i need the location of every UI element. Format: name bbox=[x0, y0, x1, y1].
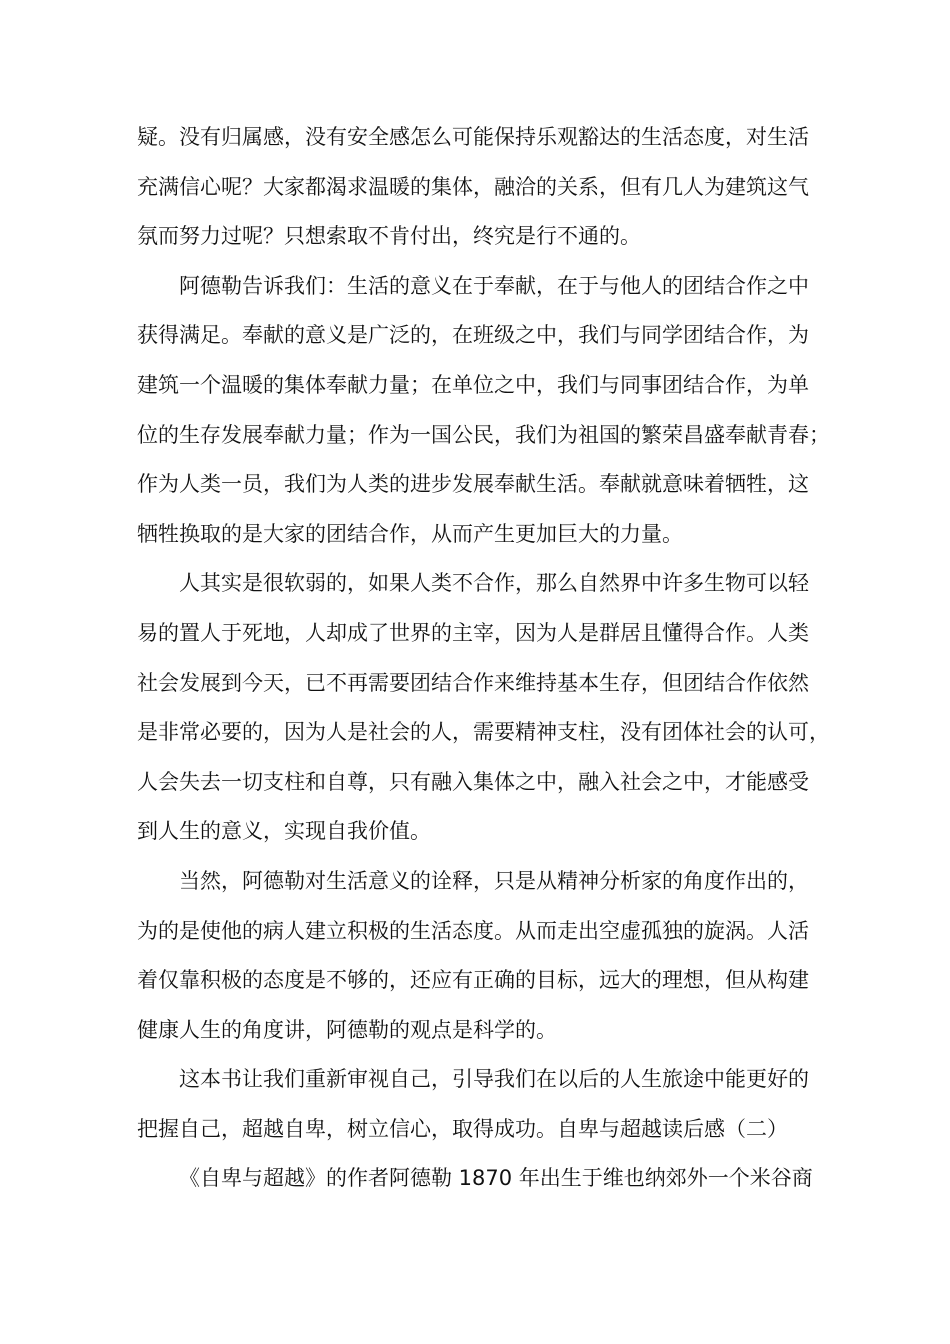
text-line: 氛而努力过呢？只想索取不肯付出，终究是行不通的。 bbox=[137, 224, 641, 249]
text-line: 把握自己，超越自卑，树立信心，取得成功。自卑与超越读后感（二） bbox=[137, 1116, 788, 1141]
text-line: 人会失去一切支柱和自尊，只有融入集体之中，融入社会之中，才能感受 bbox=[137, 769, 809, 794]
text-line: 到人生的意义，实现自我价值。 bbox=[137, 819, 431, 844]
paragraph-4 bbox=[137, 857, 827, 1055]
text-line: 是非常必要的，因为人是社会的人，需要精神支柱，没有团体社会的认可， bbox=[137, 720, 830, 745]
text-line: 充满信心呢？大家都渴求温暖的集体，融洽的关系，但有几人为建筑这气 bbox=[137, 174, 809, 199]
text-line: 健康人生的角度讲，阿德勒的观点是科学的。 bbox=[137, 1017, 557, 1042]
text-line: 着仅靠积极的态度是不够的，还应有正确的目标，远大的理想，但从构建 bbox=[137, 968, 809, 993]
text-line: 为的是使他的病人建立积极的生活态度。从而走出空虚孤独的旋涡。人活 bbox=[137, 918, 809, 943]
paragraph-1 bbox=[137, 113, 827, 262]
paragraph-6 bbox=[137, 1154, 827, 1204]
text-line: 《自卑与超越》的作者阿德勒 1870 年出生于维也纳郊外一个米谷商 bbox=[179, 1166, 813, 1191]
text-line: 位的生存发展奉献力量；作为一国公民，我们为祖国的繁荣昌盛奉献青春； bbox=[137, 422, 830, 447]
text-line: 易的置人于死地，人却成了世界的主宰，因为人是群居且懂得合作。人类 bbox=[137, 620, 809, 645]
paragraph-5 bbox=[137, 1055, 827, 1154]
document-body bbox=[137, 113, 830, 1204]
text-line: 疑。没有归属感，没有安全感怎么可能保持乐观豁达的生活态度，对生活 bbox=[137, 125, 809, 149]
text-line: 作为人类一员，我们为人类的进步发展奉献生活。奉献就意味着牺牲，这 bbox=[137, 472, 809, 497]
text-line: 建筑一个温暖的集体奉献力量；在单位之中，我们与同事团结合作，为单 bbox=[137, 372, 809, 397]
text-line: 牺牲换取的是大家的团结合作，从而产生更加巨大的力量。 bbox=[137, 521, 683, 546]
text-line: 获得满足。奉献的意义是广泛的，在班级之中，我们与同学团结合作，为 bbox=[137, 323, 809, 348]
paragraph-3 bbox=[137, 559, 830, 857]
text-line: 阿德勒告诉我们：生活的意义在于奉献，在于与他人的团结合作之中 bbox=[179, 273, 809, 298]
paragraph-2 bbox=[137, 262, 830, 560]
text-line: 这本书让我们重新审视自己，引导我们在以后的人生旅途中能更好的 bbox=[179, 1067, 809, 1092]
text-line: 当然，阿德勒对生活意义的诠释，只是从精神分析家的角度作出的， bbox=[179, 868, 809, 893]
text-line: 人其实是很软弱的，如果人类不合作，那么自然界中许多生物可以轻 bbox=[179, 571, 809, 596]
text-line: 社会发展到今天，已不再需要团结合作来维持基本生存，但团结合作依然 bbox=[137, 670, 809, 695]
